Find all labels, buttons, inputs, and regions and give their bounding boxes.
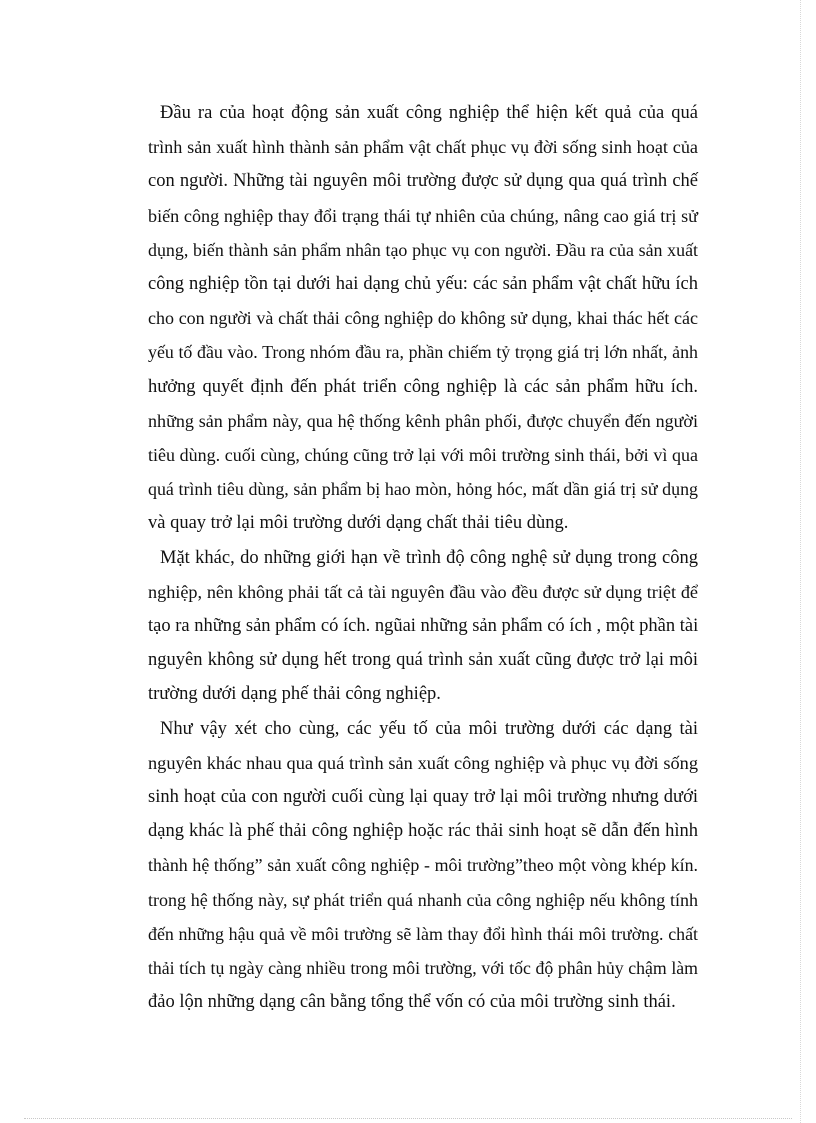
text-line: nguyên khác nhau qua quá trình sản xuất công nghiệp và phục vụ đời sống xyxy=(148,752,698,773)
text-line: những sản phẩm này, qua hệ thống kênh phân phối, được chuyển đến người xyxy=(148,410,698,431)
text-line: nghiệp, nên không phải tất cả tài nguyên đầu vào đều được sử dụng triệt để xyxy=(148,581,698,602)
text-line: yếu tố đầu vào. Trong nhóm đầu ra, phần chiếm tỷ trọng giá trị lớn nhất, ảnh xyxy=(148,342,698,363)
text-line: trình sản xuất hình thành sản phẩm vật chất phục vụ đời sống sinh hoạt của xyxy=(148,137,698,158)
text-line: dạng khác là phế thải công nghiệp hoặc rác thải sinh hoạt sẽ dẫn đến hình xyxy=(148,821,698,842)
text-line: trong hệ thống này, sự phát triển quá nhanh của công nghiệp nếu không tính xyxy=(148,889,698,910)
text-line: nguyên không sử dụng hết trong quá trình sản xuất cũng được trở lại môi xyxy=(148,650,698,671)
body-text xyxy=(148,96,698,1019)
page-bottom-border xyxy=(24,1118,792,1119)
text-line: Mặt khác, do những giới hạn về trình độ công nghệ sử dụng trong công xyxy=(160,547,698,568)
text-line: con người. Những tài nguyên môi trường được sử dụng qua quá trình chế xyxy=(148,171,698,192)
text-line: dụng, biến thành sản phẩm nhân tạo phục vụ con người. Đầu ra của sản xuất xyxy=(148,239,698,260)
paragraph-2 xyxy=(148,541,698,712)
text-line: quá trình tiêu dùng, sản phẩm bị hao mòn, hỏng hóc, mất dần giá trị sử dụng xyxy=(148,479,698,500)
text-line: thành hệ thống” sản xuất công nghiệp - môi trường”theo một vòng khép kín. xyxy=(148,855,698,876)
paragraph-3 xyxy=(148,712,698,1020)
text-line: cho con người và chất thải công nghiệp do không sử dụng, khai thác hết các xyxy=(148,308,698,329)
text-line: đến những hậu quả về môi trường sẽ làm thay đổi hình thái môi trường. chất xyxy=(148,923,698,944)
text-line: và quay trở lại môi trường dưới dạng chất thải tiêu dùng. xyxy=(148,513,569,534)
text-line: tiêu dùng. cuối cùng, chúng cũng trở lại với môi trường sinh thái, bởi vì qua xyxy=(148,445,698,466)
text-line: thải tích tụ ngày càng nhiều trong môi trường, với tốc độ phân hủy chậm làm xyxy=(148,958,698,979)
text-line: công nghiệp tồn tại dưới hai dạng chủ yếu: các sản phẩm vật chất hữu ích xyxy=(148,274,698,295)
page-right-border xyxy=(800,0,801,1123)
text-line: Như vậy xét cho cùng, các yếu tố của môi trường dưới các dạng tài xyxy=(160,718,698,739)
text-line: biến công nghiệp thay đổi trạng thái tự nhiên của chúng, nâng cao giá trị sử xyxy=(148,205,698,226)
paragraph-1 xyxy=(148,96,698,541)
text-line: đảo lộn những dạng cân bằng tổng thể vốn có của môi trường sinh thái. xyxy=(148,992,676,1013)
text-line: trường dưới dạng phế thải công nghiệp. xyxy=(148,684,441,705)
text-line: tạo ra những sản phẩm có ích. ngũai những sản phẩm có ích , một phần tài xyxy=(148,616,699,637)
text-line: sinh hoạt của con người cuối cùng lại quay trở lại môi trường nhưng dưới xyxy=(148,787,698,808)
text-line: hưởng quyết định đến phát triển công nghiệp là các sản phẩm hữu ích. xyxy=(148,376,698,397)
text-line: Đầu ra của hoạt động sản xuất công nghiệp thể hiện kết quả của quá xyxy=(160,103,698,123)
